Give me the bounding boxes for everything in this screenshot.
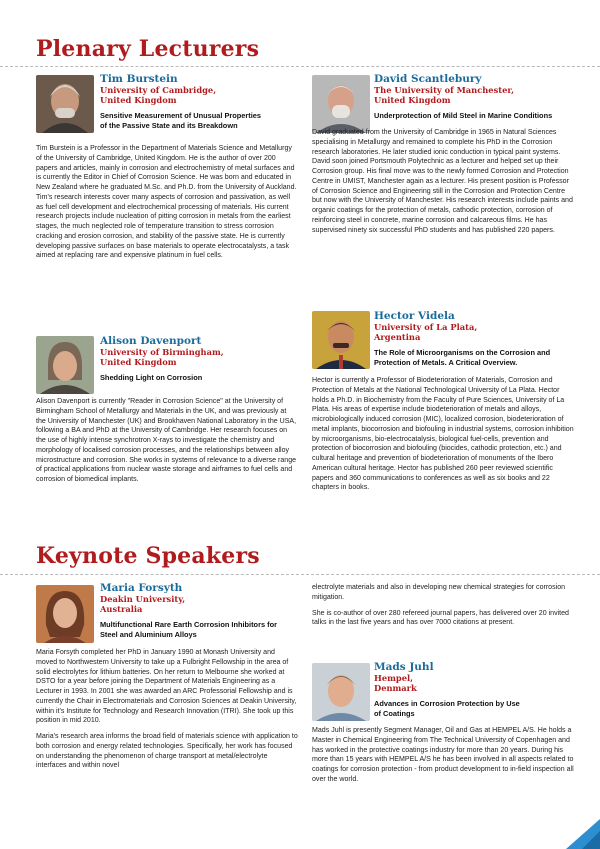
speaker-name: David Scantlebury <box>374 73 482 85</box>
speaker-photo <box>312 311 370 369</box>
speaker-photo <box>312 663 370 721</box>
talk-title: Multifunctional Rare Earth Corrosion Inhibitors for Steel and Aluminium Alloys <box>100 620 277 639</box>
speaker-bio: Maria Forsyth completed her PhD in January 1990 at Monash University and moved to Northwestern University to take up a Fulbright Fellowship in the area of solid electrolytes for lithium batteries. On her return to Melbourne she worked at DSTO for a year before joining the Department of Materials Engineering as a Lecturer in 1993. In 2001 she was awarded an ARC Professorial Fellowship and is currently the Chair in Electromaterials and Corrosion Sciences at Deakin University, within it's Institute for Technology and Research Innovation (ITRI). She took up this position in mid 2010. Maria's research area informs the broad field of materials science with application to both corrosion and energy related technologies. Specifically, her work has focused on understanding the phenomenon of charge transport at metal/electrolyte interfaces and within novel <box>36 649 298 770</box>
speaker-affiliation: The University of Manchester, United Kingdom <box>374 85 515 105</box>
speaker-bio: Alison Davenport is currently "Reader in Corrosion Science" at the University of Birmingham School of Metallurgy and Materials in the UK, and was previously at the University of Manchester (UK) and Brookhaven National Laboratory in the USA, following a BA and PhD at the University of Cambridge. Her research focuses on the use of highly intense synchrotron X-rays to investigate the chemistry and morphology of localised corrosion processes, and the relationships between alloy microstructure and corrosion. She works in systems of relevance to a diverse range of practical applications from nuclear waste storage and airframes to fuel cells and corrosion of biomedical implants. <box>36 398 297 483</box>
speaker-photo <box>36 336 94 394</box>
divider <box>0 574 600 575</box>
speaker-name: Tim Burstein <box>100 73 178 85</box>
speaker-photo <box>312 75 370 133</box>
talk-title: Shedding Light on Corrosion <box>100 373 203 382</box>
speaker-photo <box>36 585 94 643</box>
speaker-affiliation: University of Birmingham, United Kingdom <box>100 347 224 367</box>
speaker-bio: David graduated from the University of Cambridge in 1965 in Natural Sciences specialising in Metallurgy and remained to complete his PhD in the Corrosion research laboratories. He later studied ionic conduction in typical paint systems. David soon joined Portsmouth Polytechnic as a lecturer and helped set up their Corrosion group. His final move was to the newly formed Corrosion and Protection Centre in UMIST, Manchester again as a lecturer. His present position is Professor of Corrosion Science and Engineering still in the Corrosion and Protection Centre but now with the University of Manchester. His research interests include paints and organic coatings for the protection of metals, cathodic protection, corrosion of reinforcing steel in concrete, marine corrosion and calcareous films. He has supervised ninety six successful PhD students and has published 220 papers. <box>312 129 573 234</box>
speaker-bio: Mads Juhl is presently Segment Manager, Oil and Gas at HEMPEL A/S. He holds a Master in Chemical Engineering from The Technical University of Copenhagen and has worked in the protective coatings industry for more than 20 years. During his more than 15 years with HEMPEL A/S he has been involved in all aspects related to coatings for corrosion protection - from product development to in-field inspection all over the world. <box>312 727 574 783</box>
talk-title: Advances in Corrosion Protection by Use of Coatings <box>374 699 520 718</box>
page-corner-decoration <box>556 813 600 849</box>
speaker-bio: Hector is currently a Professor of Biodeterioration of Materials, Corrosion and Protection of Metals at the National Technological University of La Plata. Hector holds a Ph.D. in Biochemistry from the Faculty of Pure Sciences, University of La Plata. His areas of expertise include biodeterioration of metals and alloys, microbiologically induced corrosion (MIC), localized corrosion, biodeterioration of metal implants, biocorrosion and biofouling in industrial systems, corrosion inhibition by microorganisms, bio-electrocatalysis, biological fuel-cells, prevention and protection of biocorrosion and biofouling (biocides, cathodic protection, etc.) and cultural heritage and prevention of biodeterioration of monuments of the Ibero American cultural heritage. Hector has published 260 peer reviewed scientific papers and 360 communications to conferences as well as six books and 22 chapters in books. <box>312 377 574 492</box>
talk-title: The Role of Microorganisms on the Corrosion and Protection of Metals. A Critical Overview. <box>374 348 551 367</box>
divider <box>0 66 600 67</box>
speaker-name: Hector Videla <box>374 310 455 322</box>
talk-title: Sensitive Measurement of Unusual Properties of the Passive State and its Breakdown <box>100 111 261 130</box>
speaker-name: Mads Juhl <box>374 661 434 673</box>
speaker-name: Alison Davenport <box>100 335 202 347</box>
speaker-bio: Tim Burstein is a Professor in the Department of Materials Science and Metallurgy of the University of Cambridge, United Kingdom. He is the author of over 200 papers and articles, mainly in corrosion and electrochemistry of metal surfaces and is currently the Editor in Chief of Corrosion Science. He was born and educated in New Zealand where he graduated M.Sc. and Ph.D. from the University of Auckland. Tim's research interests cover many aspects of corrosion and passivation, as well as fuel cell development and electrochemical processing of materials. His current research projects include nucleation of pitting corrosion in metals from the earliest stages, the much neglected role of temperature transition to stress corrosion cracking and erosion corrosion, and stability of the passive state. He is currently developing passive surfaces on base materials to operate electrocatalysts, a task aimed at replacing rare and expensive platinum in fuel cells. <box>36 145 297 260</box>
speaker-affiliation: Deakin University, Australia <box>100 594 186 614</box>
speaker-affiliation: University of Cambridge, United Kingdom <box>100 85 217 105</box>
speaker-name: Maria Forsyth <box>100 582 183 594</box>
speaker-bio-continued: electrolyte materials and also in developing new chemical strategies for corrosion mitigation. She is co-author of over 280 refereed journal papers, has delivered over 20 invited talks in the last five years and has over 7000 citations at present. <box>312 584 569 627</box>
speaker-affiliation: Hempel, Denmark <box>374 673 417 693</box>
speaker-affiliation: University of La Plata, Argentina <box>374 322 478 342</box>
talk-title: Underprotection of Mild Steel in Marine Conditions <box>374 111 553 120</box>
speaker-photo <box>36 75 94 133</box>
keynote-speakers-title: Keynote Speakers <box>36 543 260 569</box>
plenary-lecturers-title: Plenary Lecturers <box>36 36 260 62</box>
